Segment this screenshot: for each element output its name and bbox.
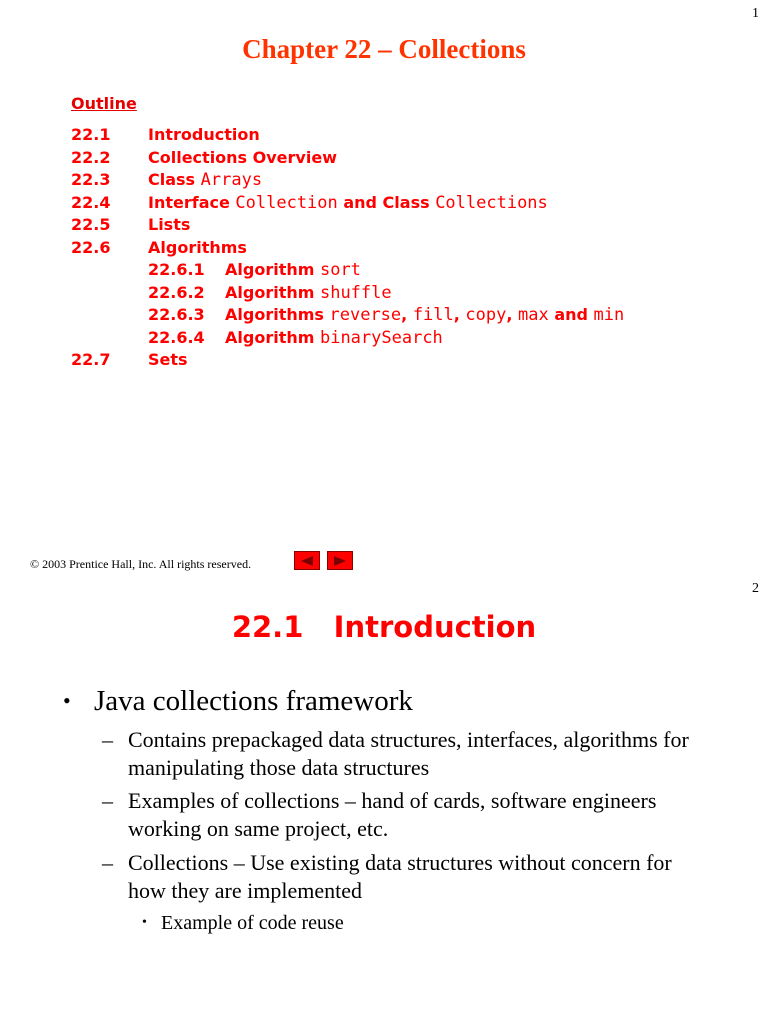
toc-item-number: 22.6.2 <box>148 282 205 302</box>
toc-item-number: 22.5 <box>71 215 111 234</box>
toc-item-label: Algorithm sort <box>225 260 361 280</box>
toc-item-label: Algorithm shuffle <box>225 282 392 303</box>
toc-item-number: 22.1 <box>71 125 111 144</box>
toc-item-number: 22.2 <box>71 147 111 167</box>
toc-item-label: Lists <box>148 215 191 234</box>
page-number-1: 1 <box>752 6 759 21</box>
sub-sub-bullet-text: Example of code reuse <box>161 912 344 934</box>
toc-item-label: Algorithms <box>148 237 247 257</box>
toc-item-number: 22.7 <box>71 350 111 369</box>
toc-item-number: 22.6.3 <box>148 305 205 324</box>
toc-item-number: 22.6 <box>71 237 111 257</box>
toc-item-number: 22.6.1 <box>148 260 205 279</box>
page-number-2: 2 <box>752 581 759 596</box>
toc-item-number: 22.3 <box>71 170 111 189</box>
slide-title: Chapter 22 – Collections <box>242 34 526 64</box>
outline-label: Outline <box>71 94 137 113</box>
toc-item-label: Algorithm binarySearch <box>225 327 443 348</box>
toc-item-label: Interface Collection and Class Collections <box>148 192 548 213</box>
toc-item-label: Introduction <box>148 125 260 144</box>
triangle-right-icon <box>333 555 347 567</box>
toc-item-number: 22.6.4 <box>148 327 205 347</box>
toc-item-number: 22.4 <box>71 192 111 212</box>
dash-icon: – <box>102 850 113 875</box>
toc-item-label: Collections Overview <box>148 147 337 167</box>
bullet-text: Java collections framework <box>94 685 413 717</box>
triangle-left-icon <box>300 555 314 567</box>
sub-bullet-text: Collections – Use existing data structures without concern for how they are implemented <box>128 850 672 903</box>
sub-bullet-text: Contains prepackaged data structures, interfaces, algorithms for manipulating those data structures <box>128 727 689 780</box>
next-slide-button[interactable] <box>327 551 353 570</box>
slide-title-introduction: 22.1 Introduction <box>231 610 537 644</box>
bullet-dot-icon: • <box>63 688 71 713</box>
dash-icon: – <box>102 727 113 752</box>
dash-icon: – <box>102 788 113 813</box>
toc-item-label: Class Arrays <box>148 170 263 190</box>
sub-bullet-text: Examples of collections – hand of cards, software engineers working on same project, etc. <box>128 788 657 841</box>
copyright-notice: © 2003 Prentice Hall, Inc. All rights reserved. <box>30 557 252 571</box>
toc-item-label: Sets <box>148 350 188 369</box>
previous-slide-button[interactable] <box>294 551 320 570</box>
bullet-dot-icon: • <box>142 915 147 930</box>
toc-item-label: Algorithms reverse, fill, copy, max and min <box>225 305 625 325</box>
